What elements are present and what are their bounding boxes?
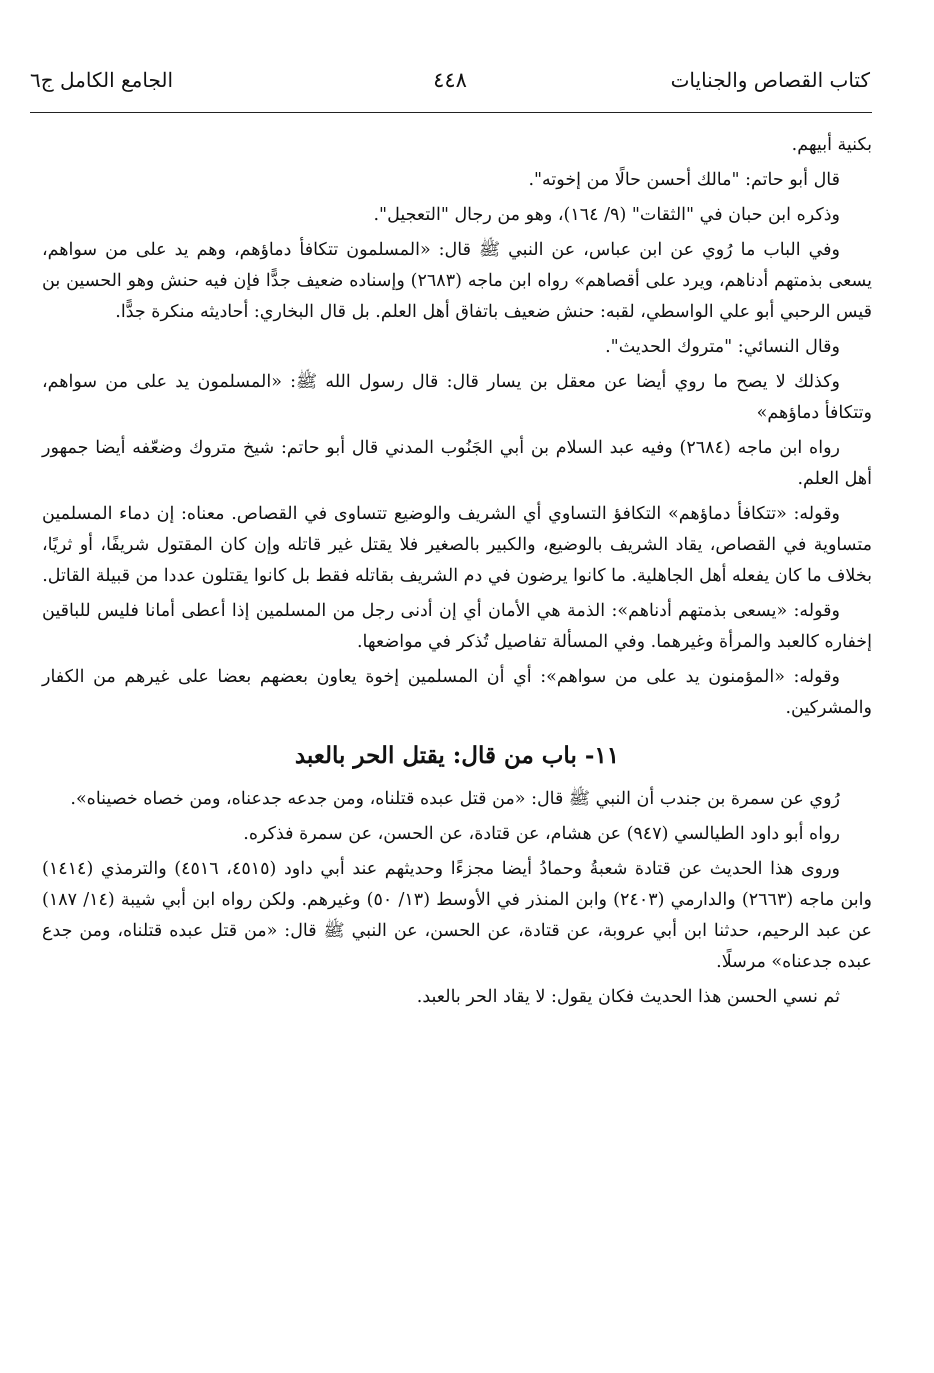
paragraph: قال أبو حاتم: "مالك أحسن حالًا من إخوته".: [528, 170, 840, 190]
page-number: ٤٤٨: [433, 68, 467, 92]
header-rule: [30, 112, 872, 113]
paragraph: بكنية أبيهم.: [791, 135, 872, 155]
paragraph: وذكره ابن حبان في "الثقات" (٩/ ١٦٤)، وهو من رجال "التعجيل".: [373, 205, 840, 225]
section-heading: ١١- باب من قال: يقتل الحر بالعبد: [294, 742, 620, 769]
running-title-right: كتاب القصاص والجنايات: [670, 68, 870, 92]
page-body: [42, 130, 872, 1017]
paragraph: رواه ابن ماجه (٢٦٨٤) وفيه عبد السلام بن أبي الجَنُوب المدني قال أبو حاتم: شيخ متروك وضعّفه أيضا جمهور أهل العلم.: [42, 438, 872, 489]
paragraph: وقال النسائي: "متروك الحديث".: [605, 337, 840, 357]
paragraph: رُوي عن سمرة بن جندب أن النبي ﷺ قال: «من قتل عبده قتلناه، ومن جدعه جدعناه، ومن خصاه خصيناه».: [70, 789, 840, 809]
paragraph: وقوله: «المؤمنون يد على من سواهم»: أي أن المسلمين إخوة يعاون بعضهم بعضا على غيرهم من الكفار والمشركين.: [42, 667, 872, 718]
paragraph: رواه أبو داود الطيالسي (٩٤٧) عن هشام، عن قتادة، عن الحسن، عن سمرة فذكره.: [243, 824, 840, 844]
paragraph: وفي الباب ما رُوي عن ابن عباس، عن النبي ﷺ قال: «المسلمون تتكافأ دماؤهم، وهم يد على من سواهم، يسعى بذمتهم أدناهم، ويرد على أقصاهم» رواه ابن ماجه (٢٦٨٣) وإسناده ضعيف جدًّا فإن فيه حنش وهو الحسين بن قيس الرحبي أبو علي الواسطي، لقبه: حنش ضعيف باتفاق أهل العلم. بل قال البخاري: أحاديثه منكرة جدًّا.: [42, 240, 872, 322]
paragraph: وكذلك لا يصح ما روي أيضا عن معقل بن يسار قال: قال رسول الله ﷺ: «المسلمون يد على من سواهم، وتتكافأ دماؤهم»: [42, 372, 872, 423]
paragraph: وقوله: «تتكافأ دماؤهم» التكافؤ التساوي أي الشريف والوضيع تتساوى في القصاص. معناه: إن دماء المسلمين متساوية في القصاص، يقاد الشريف بالوضيع، والكبير بالصغير فلا يقتل غير قاتله وإن كان المقتول شريفًا، أو ثريًا، بخلاف ما كان يفعله أهل الجاهلية. ما كانوا يرضون في دم الشريف بقاتله فقط بل كانوا يقتلون عددا من قبيلة القاتل.: [42, 504, 872, 586]
page-header: [30, 52, 870, 108]
paragraph: ثم نسي الحسن هذا الحديث فكان يقول: لا يقاد الحر بالعبد.: [416, 987, 840, 1007]
running-title-left: الجامع الكامل ج٦: [30, 68, 174, 92]
paragraph: وقوله: «يسعى بذمتهم أدناهم»: الذمة هي الأمان أي إن أدنى رجل من المسلمين إذا أعطى أمانا فليس للباقين إخفاره كالعبد والمرأة وغيرهما. وفي المسألة تفاصيل تُذكر في مواضعها.: [42, 601, 872, 652]
paragraph: وروى هذا الحديث عن قتادة شعبةُ وحمادُ أيضا مجزءًا وحديثهم عند أبي داود (٤٥١٥، ٤٥١٦) والترمذي (١٤١٤) وابن ماجه (٢٦٦٣) والدارمي (٢٤٠٣) وابن المنذر في الأوسط (١٣/ ٥٠) وغيرهم. ولكن رواه ابن أبي شيبة (١٤/ ١٨٧) عن عبد الرحيم، حدثنا ابن أبي عروبة، عن قتادة، عن الحسن، عن النبي ﷺ قال: «من قتل عبده قتلناه، ومن جدع عبده جدعناه» مرسلًا.: [42, 859, 872, 972]
